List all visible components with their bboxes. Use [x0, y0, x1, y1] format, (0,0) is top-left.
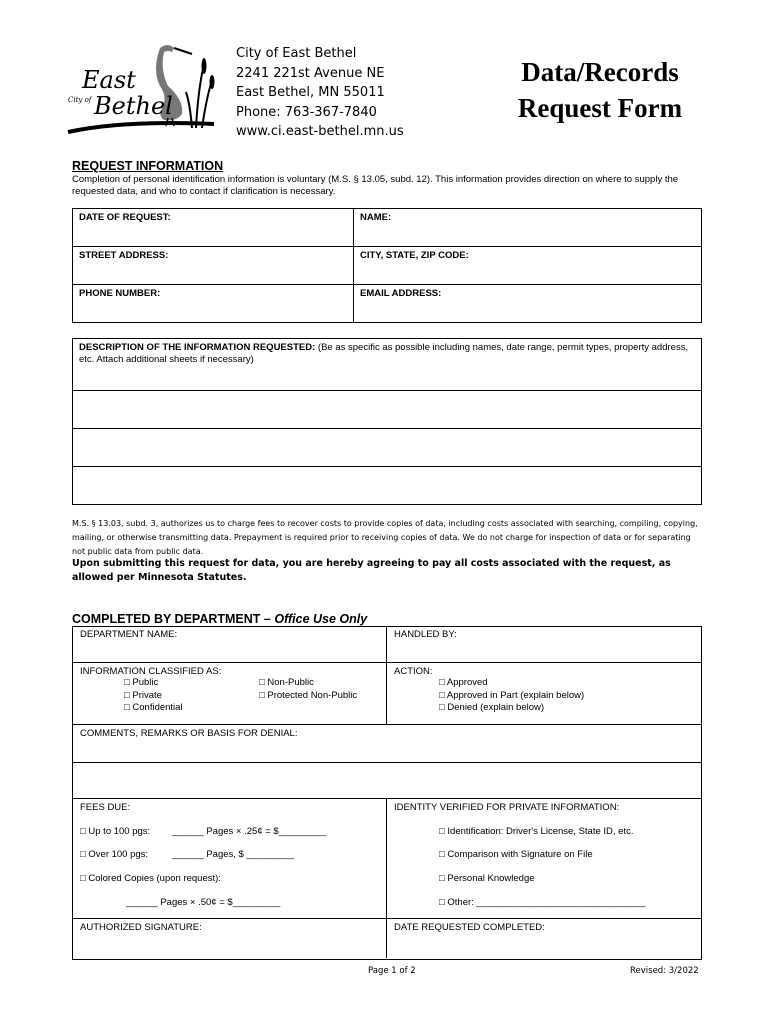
fee-up-to-100[interactable]: □ Up to 100 pgs:: [80, 826, 151, 837]
checkbox-icon[interactable]: □: [259, 689, 265, 701]
logo-text-city-of: City of: [68, 96, 92, 104]
classification-options-col2: [259, 677, 357, 702]
city-state-zip-field[interactable]: [354, 247, 702, 285]
checkbox-icon[interactable]: □: [80, 849, 86, 860]
office-use-only-text: Office Use Only: [274, 612, 368, 626]
checkbox-icon[interactable]: □: [124, 689, 130, 701]
payment-agreement-note: Upon submitting this request for data, you are hereby agreeing to pay all costs associated with the request, as allowed per Minnesota Statutes.: [72, 558, 671, 583]
city-logo: [64, 40, 224, 136]
form-title-line1: Data/Records: [521, 57, 679, 87]
email-address-label: EMAIL ADDRESS:: [360, 288, 442, 299]
address-line: Phone: 763-367-7840: [236, 104, 377, 120]
action-denied[interactable]: □ Denied (explain below): [439, 702, 545, 713]
checkbox-icon[interactable]: □: [259, 677, 265, 688]
fee-colored-copies[interactable]: □ Colored Copies (upon request):: [80, 873, 221, 884]
department-heading-text: COMPLETED BY DEPARTMENT –: [72, 612, 275, 626]
action-approved-in-part[interactable]: □ Approved in Part (explain below): [439, 689, 585, 701]
description-hint: (Be as specific as possible including names, date range, permit types, property address, etc. Attach additional sheets if necessary): [79, 342, 689, 365]
description-table: [72, 338, 702, 505]
page-number: Page 1 of 2: [368, 966, 416, 976]
checkbox-icon[interactable]: □: [439, 873, 445, 884]
checkbox-icon[interactable]: □: [439, 897, 445, 908]
identity-verified-label: IDENTITY VERIFIED FOR PRIVATE INFORMATION:: [394, 802, 620, 813]
department-heading: [72, 612, 367, 626]
action-options: [439, 677, 584, 715]
address-line[interactable]: www.ci.east-bethel.mn.us: [236, 124, 404, 139]
description-line[interactable]: [73, 391, 702, 429]
address-line: East Bethel, MN 55011: [236, 85, 385, 100]
fees-statute-note: M.S. § 13.03, subd. 3, authorizes us to charge fees to recover costs to provide copies of data, including costs associated with searching, compiling, copying, mailing, or otherwise transmitting data. Prepayment is required prior to receiving copies of data. We do not charge for inspection of data or for separating not public data from public data.: [72, 519, 698, 556]
address-line: 2241 221st Avenue NE: [236, 65, 385, 81]
fee-over-100[interactable]: □ Over 100 pgs:: [80, 849, 149, 860]
city-state-zip-label: CITY, STATE, ZIP CODE:: [360, 250, 469, 261]
description-text: [73, 339, 701, 369]
description-line[interactable]: [73, 429, 702, 467]
requester-info-table: [72, 208, 702, 323]
request-info-intro: Completion of personal identification information is voluntary (M.S. § 13.05, subd. 12). This information provides direction on where to supply the requested data, and who to contact if clarification is necessary.: [72, 174, 679, 197]
date-of-request-label: DATE OF REQUEST:: [79, 212, 171, 223]
phone-number-field[interactable]: [73, 285, 354, 323]
form-title-line2: Request Form: [517, 93, 683, 123]
request-info-heading: REQUEST INFORMATION: [72, 159, 224, 173]
logo-text-bethel: Bethel: [94, 92, 173, 120]
street-address-label: STREET ADDRESS:: [79, 250, 169, 261]
checkbox-icon[interactable]: □: [439, 702, 445, 713]
phone-number-label: PHONE NUMBER:: [79, 288, 161, 299]
revised-date: Revised: 3/2022: [630, 966, 699, 976]
checkbox-icon[interactable]: □: [124, 677, 130, 688]
fees-due-label: FEES DUE:: [80, 802, 131, 813]
action-label: ACTION:: [394, 666, 433, 677]
comments-field[interactable]: [73, 763, 701, 797]
name-field[interactable]: [354, 209, 702, 247]
checkbox-icon[interactable]: □: [439, 849, 445, 860]
checkbox-icon[interactable]: □: [439, 677, 445, 688]
identity-other[interactable]: □ Other: ________________________________: [439, 897, 646, 908]
authorized-signature-label: AUTHORIZED SIGNATURE:: [80, 922, 202, 933]
identity-id[interactable]: □ Identification: Driver's License, State ID, etc.: [439, 826, 634, 837]
divider: [386, 798, 387, 958]
classification-confidential[interactable]: □ Confidential: [124, 702, 183, 713]
form-title: [480, 54, 720, 126]
address-line: City of East Bethel: [236, 46, 357, 61]
classification-options-col1: [124, 677, 183, 715]
department-name-label: DEPARTMENT NAME:: [80, 629, 178, 640]
fee-colored-copies-calc[interactable]: ______ Pages × .50¢ = $_________: [126, 897, 281, 908]
action-approved[interactable]: □ Approved: [439, 677, 488, 688]
identity-personal-knowledge[interactable]: □ Personal Knowledge: [439, 873, 535, 884]
name-label: NAME:: [360, 212, 392, 223]
classification-public[interactable]: □ Public: [124, 677, 159, 688]
description-label: DESCRIPTION OF THE INFORMATION REQUESTED:: [79, 342, 316, 353]
checkbox-icon[interactable]: □: [439, 826, 445, 837]
classification-private[interactable]: □ Private: [124, 689, 162, 701]
checkbox-icon[interactable]: □: [80, 873, 86, 884]
divider: [386, 626, 387, 724]
checkbox-icon[interactable]: □: [80, 826, 86, 837]
date-completed-label: DATE REQUESTED COMPLETED:: [394, 922, 545, 933]
identity-signature[interactable]: □ Comparison with Signature on File: [439, 849, 593, 860]
classified-as-label: INFORMATION CLASSIFIED AS:: [80, 666, 222, 677]
comments-label: COMMENTS, REMARKS OR BASIS FOR DENIAL:: [80, 728, 298, 739]
date-of-request-field[interactable]: [73, 209, 354, 247]
email-address-field[interactable]: [354, 285, 702, 323]
street-address-field[interactable]: [73, 247, 354, 285]
classification-protected-non-public[interactable]: □ Protected Non-Public: [259, 689, 358, 701]
fee-over-100-calc[interactable]: ______ Pages, $ _________: [172, 849, 295, 860]
handled-by-label: HANDLED BY:: [394, 629, 457, 640]
city-address-block: [236, 44, 404, 142]
description-line[interactable]: [73, 467, 702, 505]
logo-text-east: East: [82, 66, 136, 94]
checkbox-icon[interactable]: □: [124, 702, 130, 713]
description-field[interactable]: [73, 339, 702, 391]
checkbox-icon[interactable]: □: [439, 689, 445, 701]
fee-up-to-100-calc[interactable]: ______ Pages × .25¢ = $_________: [172, 826, 327, 837]
classification-non-public[interactable]: □ Non-Public: [259, 677, 314, 688]
